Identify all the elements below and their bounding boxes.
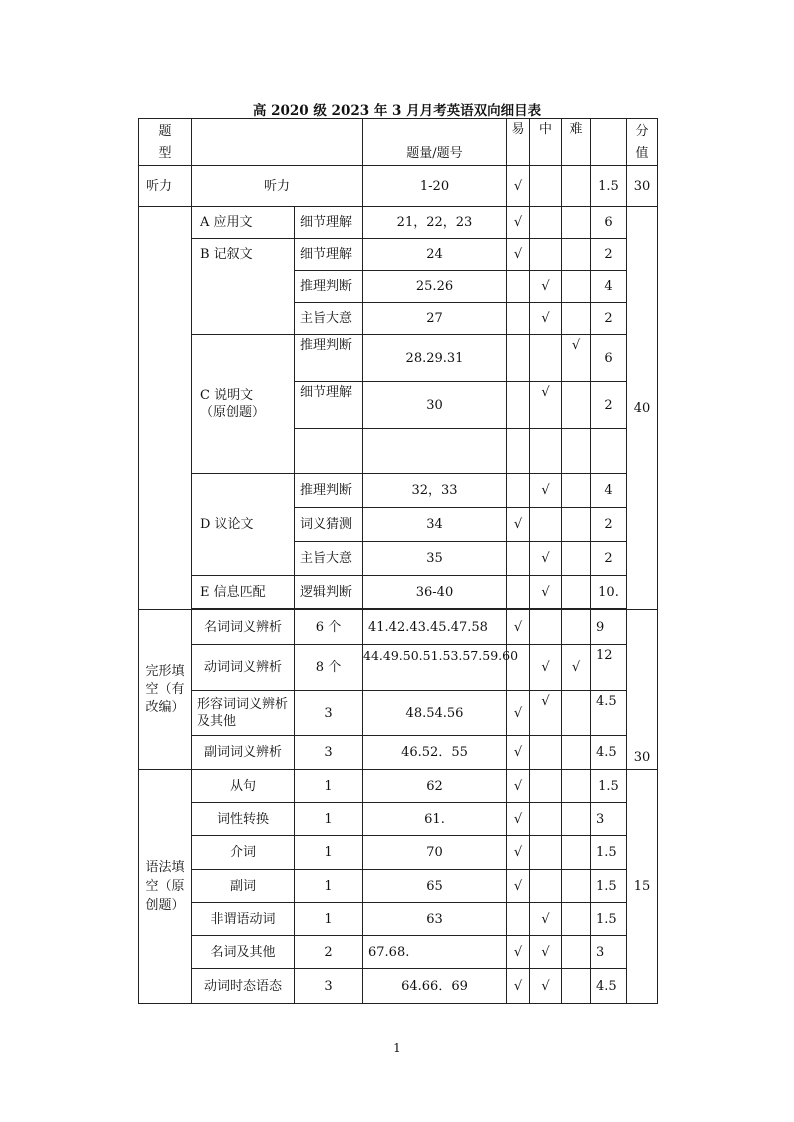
reading-skill: 推理判断 — [295, 474, 363, 508]
reading-mid — [530, 239, 562, 271]
grammar-score: 4.5 — [591, 969, 627, 1004]
reading-score: 4 — [591, 271, 627, 303]
header-easy: 易 — [507, 119, 530, 166]
reading-hard — [562, 239, 591, 271]
reading-type-cell — [139, 207, 192, 610]
reading-score: 6 — [591, 335, 627, 382]
page-number: 1 — [393, 1041, 401, 1055]
grammar-row — [139, 803, 658, 836]
cloze-type: 完形填空（有改编） — [139, 610, 192, 770]
reading-mid — [530, 335, 562, 382]
grammar-row — [139, 903, 658, 936]
header-qnum: 题量/题号 — [363, 119, 507, 166]
reading-qnum: 28.29.31 — [363, 335, 507, 382]
cloze-row — [139, 691, 658, 736]
reading-skill: 主旨大意 — [295, 542, 363, 576]
reading-mid: √ — [530, 474, 562, 508]
reading-qnum: 24 — [363, 239, 507, 271]
cloze-count: 8 个 — [295, 645, 363, 691]
reading-skill: 细节理解 — [295, 239, 363, 271]
reading-skill: 细节理解 — [295, 382, 363, 429]
reading-easy: √ — [507, 239, 530, 271]
cloze-count: 3 — [295, 691, 363, 736]
reading-qnum: 34 — [363, 508, 507, 542]
reading-qnum: 27 — [363, 303, 507, 335]
grammar-mid: √ — [530, 903, 562, 936]
grammar-qnum: 67.68. — [363, 936, 507, 969]
cloze-item: 形容词词义辨析及其他 — [192, 691, 295, 736]
grammar-easy — [507, 903, 530, 936]
reading-score: 2 — [591, 508, 627, 542]
blank-cell — [363, 429, 507, 474]
listening-type: 听力 — [139, 166, 192, 207]
reading-easy — [507, 474, 530, 508]
reading-skill: 逻辑判断 — [295, 576, 363, 609]
reading-passage: D 议论文 — [192, 474, 295, 576]
reading-row — [139, 576, 658, 609]
header-hard: 难 — [562, 119, 591, 166]
grammar-mid — [530, 870, 562, 903]
reading-easy: √ — [507, 207, 530, 239]
grammar-mid: √ — [530, 936, 562, 969]
reading-hard — [562, 474, 591, 508]
grammar-easy: √ — [507, 936, 530, 969]
grammar-item: 非谓语动词 — [192, 903, 295, 936]
grammar-score: 1.5 — [591, 903, 627, 936]
grammar-hard — [562, 770, 591, 803]
grammar-row — [139, 770, 658, 803]
grammar-row — [139, 936, 658, 969]
grammar-score: 1.5 — [591, 870, 627, 903]
reading-passage: A 应用文 — [192, 207, 295, 239]
cloze-total: 30 — [627, 610, 658, 770]
cloze-item: 副词词义辨析 — [192, 736, 295, 770]
grammar-item: 副词 — [192, 870, 295, 903]
cloze-row — [139, 736, 658, 770]
reading-score: 6 — [591, 207, 627, 239]
grammar-score: 1.5 — [591, 836, 627, 870]
reading-easy — [507, 271, 530, 303]
grammar-item: 名词及其他 — [192, 936, 295, 969]
reading-score: 2 — [591, 542, 627, 576]
reading-qnum: 30 — [363, 382, 507, 429]
grammar-mid — [530, 836, 562, 870]
reading-hard: √ — [562, 335, 591, 382]
reading-score: 10. — [591, 576, 627, 609]
grammar-mid: √ — [530, 969, 562, 1004]
reading-easy — [507, 303, 530, 335]
cloze-mid — [530, 736, 562, 770]
grammar-row — [139, 870, 658, 903]
cloze-easy: √ — [507, 691, 530, 736]
reading-skill: 主旨大意 — [295, 303, 363, 335]
reading-mid — [530, 508, 562, 542]
reading-mid: √ — [530, 271, 562, 303]
cloze-score: 12 — [591, 645, 627, 691]
grammar-qnum: 61. — [363, 803, 507, 836]
reading-total: 40 — [627, 207, 658, 610]
reading-skill: 推理判断 — [295, 271, 363, 303]
cloze-row — [139, 610, 658, 645]
cloze-row — [139, 645, 658, 691]
grammar-hard — [562, 936, 591, 969]
cloze-mid — [530, 610, 562, 645]
cloze-score: 4.5 — [591, 691, 627, 736]
reading-hard — [562, 576, 591, 609]
grammar-score: 3 — [591, 936, 627, 969]
grammar-easy: √ — [507, 803, 530, 836]
header-blank — [192, 119, 363, 166]
grammar-count: 1 — [295, 836, 363, 870]
reading-mid: √ — [530, 382, 562, 429]
reading-qnum: 35 — [363, 542, 507, 576]
grammar-easy: √ — [507, 969, 530, 1004]
header-mid: 中 — [530, 119, 562, 166]
cloze-item: 名词词义辨析 — [192, 610, 295, 645]
grammar-hard — [562, 870, 591, 903]
reading-row — [139, 239, 658, 271]
grammar-type: 语法填空（原创题） — [139, 770, 192, 1004]
cloze-item: 动词词义辨析 — [192, 645, 295, 691]
reading-mid: √ — [530, 576, 562, 609]
grammar-total: 15 — [627, 770, 658, 1004]
cloze-count: 3 — [295, 736, 363, 770]
cloze-mid: √ — [530, 691, 562, 736]
cloze-hard — [562, 736, 591, 770]
grammar-easy: √ — [507, 770, 530, 803]
cloze-qnum: 41.42.43.45.47.58 — [363, 610, 507, 645]
grammar-qnum: 63 — [363, 903, 507, 936]
reading-row — [139, 474, 658, 508]
blank-cell — [507, 429, 530, 474]
cloze-qnum: 46.52．55 — [363, 736, 507, 770]
cloze-qnum: 48.54.56 — [363, 691, 507, 736]
grammar-hard — [562, 836, 591, 870]
reading-skill: 细节理解 — [295, 207, 363, 239]
cloze-count: 6 个 — [295, 610, 363, 645]
reading-hard — [562, 207, 591, 239]
grammar-count: 1 — [295, 770, 363, 803]
header-score: 分值 — [627, 119, 658, 166]
listening-hard — [562, 166, 591, 207]
blank-cell — [591, 429, 627, 474]
reading-hard — [562, 542, 591, 576]
reading-score: 4 — [591, 474, 627, 508]
reading-passage: C 说明文（原创题） — [192, 335, 295, 474]
blank-cell — [530, 429, 562, 474]
grammar-easy: √ — [507, 870, 530, 903]
reading-mid — [530, 207, 562, 239]
reading-hard — [562, 271, 591, 303]
blank-cell — [562, 429, 591, 474]
reading-hard — [562, 508, 591, 542]
cloze-hard — [562, 691, 591, 736]
reading-easy — [507, 335, 530, 382]
reading-skill: 推理判断 — [295, 335, 363, 382]
header-type: 题型 — [139, 119, 192, 166]
reading-mid: √ — [530, 542, 562, 576]
grammar-qnum: 64.66．69 — [363, 969, 507, 1004]
listening-mid — [530, 166, 562, 207]
header-each — [591, 119, 627, 166]
cloze-easy: √ — [507, 610, 530, 645]
grammar-easy: √ — [507, 836, 530, 870]
grammar-hard — [562, 803, 591, 836]
grammar-count: 1 — [295, 870, 363, 903]
grammar-hard — [562, 969, 591, 1004]
reading-passage: B 记叙文 — [192, 239, 295, 335]
grammar-count: 1 — [295, 903, 363, 936]
reading-qnum: 25.26 — [363, 271, 507, 303]
grammar-count: 1 — [295, 803, 363, 836]
reading-qnum: 32，33 — [363, 474, 507, 508]
reading-easy — [507, 576, 530, 609]
reading-easy — [507, 382, 530, 429]
grammar-mid — [530, 770, 562, 803]
specification-table — [138, 118, 658, 1004]
page-title: 高 2020 级 2023 年 3 月月考英语双向细目表 — [252, 103, 542, 119]
grammar-qnum: 70 — [363, 836, 507, 870]
grammar-score: 3 — [591, 803, 627, 836]
grammar-item: 从句 — [192, 770, 295, 803]
reading-easy: √ — [507, 508, 530, 542]
reading-score: 2 — [591, 303, 627, 335]
reading-mid: √ — [530, 303, 562, 335]
listening-easy: √ — [507, 166, 530, 207]
listening-total: 30 — [627, 166, 658, 207]
reading-row — [139, 335, 658, 382]
cloze-qnum: 44.49.50.51.53.57.59.60 — [363, 645, 507, 691]
reading-hard — [562, 382, 591, 429]
grammar-count: 3 — [295, 969, 363, 1004]
grammar-row — [139, 969, 658, 1004]
reading-passage: E 信息匹配 — [192, 576, 295, 609]
reading-row — [139, 207, 658, 239]
cloze-easy: √ — [507, 736, 530, 770]
cloze-score: 4.5 — [591, 736, 627, 770]
listening-qnum: 1-20 — [363, 166, 507, 207]
cloze-hard — [562, 610, 591, 645]
cloze-hard: √ — [562, 645, 591, 691]
header-row — [139, 119, 658, 166]
grammar-item: 动词时态语态 — [192, 969, 295, 1004]
cloze-mid: √ — [530, 645, 562, 691]
reading-qnum: 36-40 — [363, 576, 507, 609]
grammar-item: 词性转换 — [192, 803, 295, 836]
reading-skill: 词义猜测 — [295, 508, 363, 542]
cloze-score: 9 — [591, 610, 627, 645]
listening-each: 1.5 — [591, 166, 627, 207]
reading-score: 2 — [591, 239, 627, 271]
grammar-hard — [562, 903, 591, 936]
grammar-qnum: 62 — [363, 770, 507, 803]
grammar-count: 2 — [295, 936, 363, 969]
grammar-qnum: 65 — [363, 870, 507, 903]
grammar-row — [139, 836, 658, 870]
blank-cell — [295, 429, 363, 474]
listening-row — [139, 166, 658, 207]
reading-easy — [507, 542, 530, 576]
reading-hard — [562, 303, 591, 335]
reading-score: 2 — [591, 382, 627, 429]
reading-qnum: 21，22，23 — [363, 207, 507, 239]
listening-sub: 听力 — [192, 166, 363, 207]
grammar-score: 1.5 — [591, 770, 627, 803]
grammar-mid — [530, 803, 562, 836]
grammar-item: 介词 — [192, 836, 295, 870]
